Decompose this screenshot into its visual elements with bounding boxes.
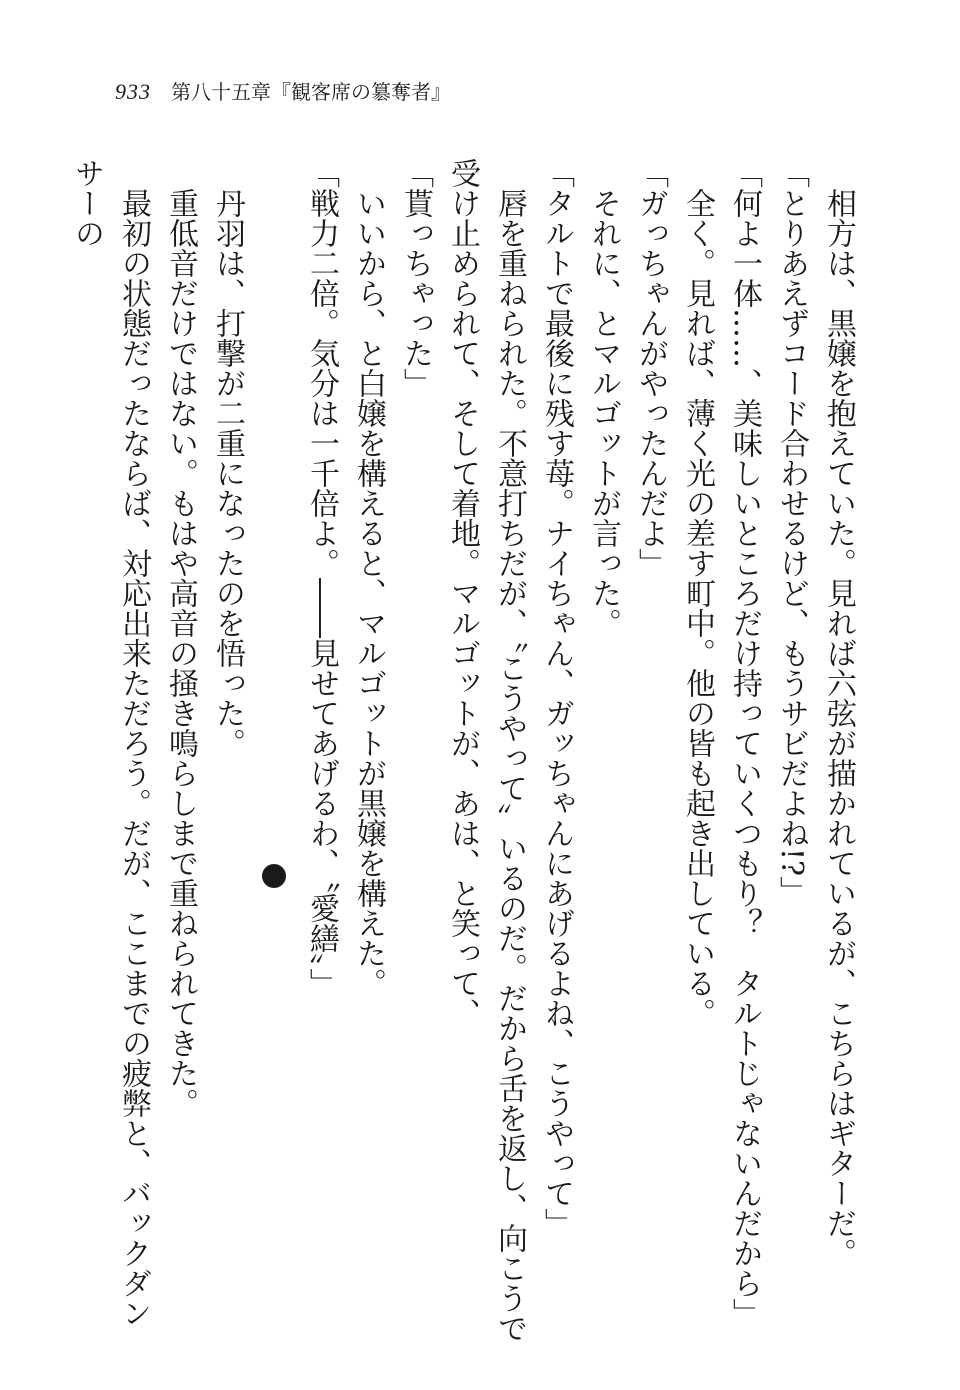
scene-break-dot-icon	[262, 864, 286, 888]
paragraph: いいから、と白嬢を構えると、マルゴットが黒嬢を構えた。	[351, 188, 386, 998]
dialogue-line: 「戦力二倍。気分は一千倍よ。――見せてあげるわ、〝愛繕〟」	[304, 158, 339, 998]
dialogue-line: 「何よ一体……、美味しいところだけ持っていくつもり？ タルトじゃないんだから」	[727, 158, 762, 1328]
body-text	[63, 158, 862, 1348]
dialogue-line: 「タルトで最後に残す苺。ナイちゃん、ガッちゃんにあげるよね、こうやって」	[539, 158, 574, 1238]
paragraph: 全く。見れば、薄く光の差す町中。他の皆も起き出している。	[680, 188, 715, 1028]
dialogue-line: 「とりあえずコード合わせるけど、もうサビだよね!?」	[774, 158, 809, 907]
paragraph: 唇を重ねられた。不意打ちだが、〝こうやって〟いるのだ。だから舌を返し、向こうで受け止められて、そして着地。マルゴットが、あは、と笑って、	[445, 158, 527, 1343]
dialogue-line: 「ガっちゃんがやったんだよ」	[633, 158, 668, 578]
paragraph: 重低音だけではない。もはや高音の掻き鳴らしまで重ねられてきた。	[163, 188, 198, 1118]
scene-break	[251, 158, 298, 1348]
page-header	[115, 76, 451, 106]
chapter-title: 第八十五章『観客席の簒奪者』	[171, 82, 451, 104]
paragraph: それに、とマルゴットが言った。	[586, 188, 621, 638]
paragraph: 相方は、黒嬢を抱えていた。見れば六弦が描かれているが、こちらはギターだ。	[821, 188, 856, 1268]
dialogue-line: 「貰っちゃった」	[398, 158, 433, 398]
paragraph: 丹羽は、打撃が二重になったのを悟った。	[210, 188, 245, 758]
page-number: 933	[115, 79, 151, 104]
paragraph: 最初の状態だったならば、対応出来ただろう。だが、ここまでの疲弊と、バックダンサーの	[69, 158, 151, 1328]
